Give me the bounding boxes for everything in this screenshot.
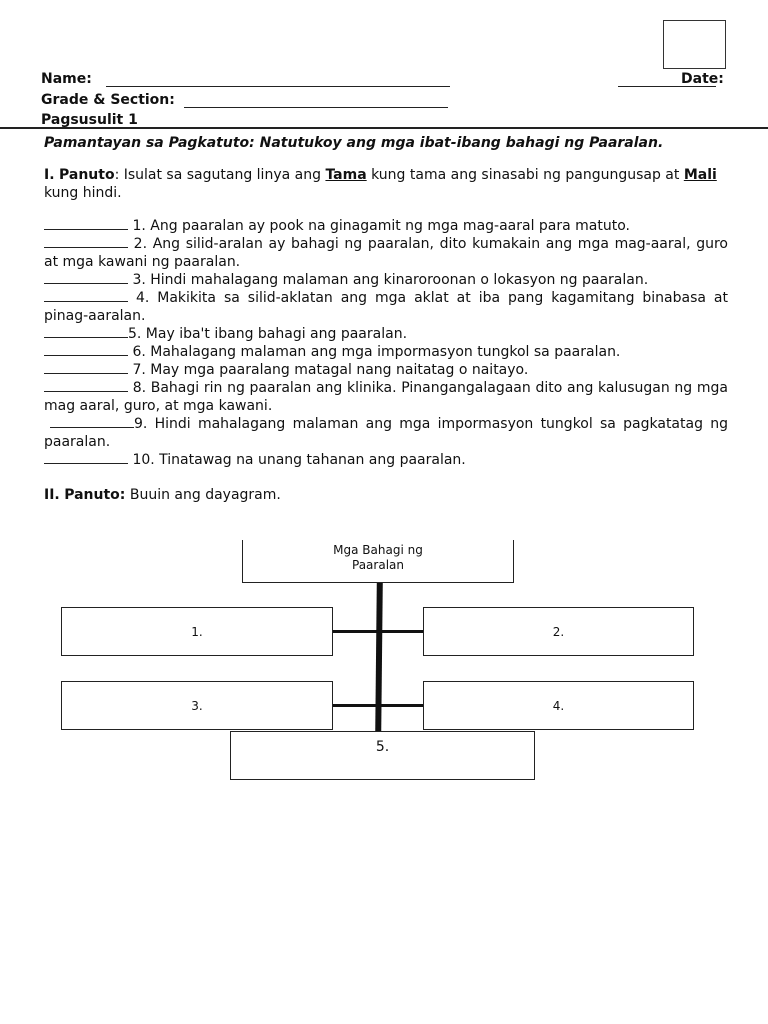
part2-text: Buuin ang dayagram. <box>125 487 281 503</box>
question-item <box>44 378 728 415</box>
question-text-6: 6. Mahalagang malaman ang mga impormasyon tungkol sa paaralan. <box>128 344 621 360</box>
diagram-top-box <box>242 540 514 583</box>
question-text-4: 4. Makikita sa silid-aklatan ang mga aklat at iba pang kagamitang binabasa at pinag-aaralan. <box>44 290 728 324</box>
part2-instructions <box>44 486 728 504</box>
question-text-10: 10. Tinatawag na unang tahanan ang paaralan. <box>128 452 466 468</box>
diagram-box-1-label: 1. <box>191 624 203 639</box>
part1-instructions <box>44 166 728 202</box>
grade-section-label: Grade & Section: <box>41 92 175 108</box>
diagram-box-4[interactable] <box>423 681 694 730</box>
diagram-box-5[interactable] <box>230 731 535 780</box>
part1-heading: Panuto <box>58 167 115 183</box>
diagram-box-3-label: 3. <box>191 698 203 713</box>
question-item <box>44 360 728 379</box>
question-text-9: 9. Hindi mahalagang malaman ang mga impormasyon tungkol sa pagkatatag ng paaralan. <box>44 416 728 450</box>
question-text-1: 1. Ang paaralan ay pook na ginagamit ng mga mag-aaral para matuto. <box>128 218 631 234</box>
quiz-title: Pagsusulit 1 <box>41 112 138 127</box>
diagram-top-label: Mga Bahagi ng Paaralan <box>333 543 423 572</box>
diagram-connector-lower <box>332 704 424 707</box>
answer-blank-6[interactable] <box>44 342 128 356</box>
question-item <box>44 270 728 289</box>
part2-heading: Panuto: <box>64 487 126 503</box>
grade-section-field[interactable] <box>184 107 448 108</box>
score-box <box>663 20 726 69</box>
part1-text-middle: kung tama ang sinasabi ng pangungusap at <box>366 167 684 183</box>
objective-text: Natutukoy ang mga ibat-ibang bahagi ng Paaralan. <box>259 135 664 151</box>
question-text-7: 7. May mga paaralang matagal nang naitatag o naitayo. <box>128 362 529 378</box>
question-item <box>44 450 728 469</box>
diagram-box-2-label: 2. <box>552 624 565 639</box>
answer-blank-4[interactable] <box>44 288 128 302</box>
tama-word: Tama <box>325 167 367 183</box>
answer-blank-1[interactable] <box>44 216 128 230</box>
question-text-8: 8. Bahagi rin ng paaralan ang klinika. Pinangangalagaan dito ang kalusugan ng mga mag aaral, guro, at mga kawani. <box>44 380 728 414</box>
question-item <box>44 234 728 271</box>
date-label: Date: <box>681 71 724 87</box>
learning-objective <box>44 134 663 152</box>
answer-blank-8[interactable] <box>44 378 128 392</box>
question-text-2: 2. Ang silid-aralan ay bahagi ng paaralan, dito kumakain ang mga mag-aaral, guro at mga kawani ng paaralan. <box>44 236 728 270</box>
question-item <box>44 342 728 361</box>
name-label: Name: <box>41 71 92 87</box>
answer-blank-2[interactable] <box>44 234 128 248</box>
diagram-box-4-label: 4. <box>552 698 565 713</box>
answer-blank-5[interactable] <box>44 324 128 338</box>
question-text-3: 3. Hindi mahalagang malaman ang kinaroroonan o lokasyon ng paaralan. <box>128 272 649 288</box>
question-text-5: 5. May iba't ibang bahagi ang paaralan. <box>128 326 408 342</box>
question-item <box>44 288 728 325</box>
name-field[interactable] <box>106 86 450 87</box>
question-item <box>44 414 728 451</box>
answer-blank-10[interactable] <box>44 450 128 464</box>
question-item <box>44 216 728 235</box>
diagram-box-2[interactable] <box>423 607 694 656</box>
answer-blank-9[interactable] <box>50 414 134 428</box>
part1-number: I. <box>44 167 55 183</box>
diagram-box-1[interactable] <box>61 607 333 656</box>
diagram-box-5-label: 5. <box>375 739 390 755</box>
diagram-box-3[interactable] <box>61 681 333 730</box>
question-item <box>44 324 728 343</box>
part1-text-after: kung hindi. <box>44 185 122 201</box>
answer-blank-7[interactable] <box>44 360 128 374</box>
diagram-connector-upper <box>332 630 424 633</box>
diagram-trunk-line <box>375 583 383 733</box>
header-divider <box>0 127 768 129</box>
answer-blank-3[interactable] <box>44 270 128 284</box>
part2-number: II. <box>44 487 60 503</box>
part1-text-before: : Isulat sa sagutang linya ang <box>114 167 326 183</box>
mali-word: Mali <box>683 167 717 183</box>
objective-label: Pamantayan sa Pagkatuto: <box>44 135 255 151</box>
